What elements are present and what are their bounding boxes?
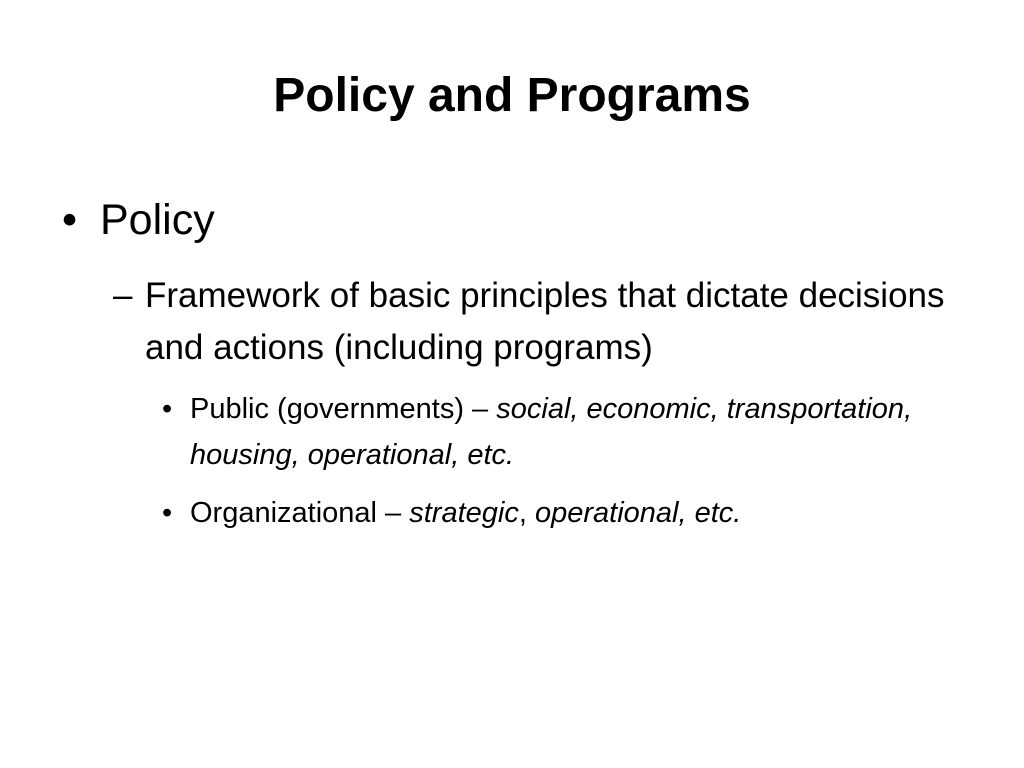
sub-sub-bullet-public (162, 386, 962, 478)
sub-sub-bullet-organizational-text (162, 490, 962, 536)
sub-bullet-framework-text: Framework of basic principles that dictate decisions and actions (including programs) (145, 276, 945, 367)
public-emphasis: social, economic, transportation, housing, operational, etc. (190, 393, 913, 471)
bullet-policy (62, 190, 215, 250)
bullet-marker: • (62, 196, 78, 244)
organizational-emphasis-b: operational, etc. (534, 497, 742, 529)
sub-bullet-framework (113, 270, 963, 374)
public-prefix: Public (governments) – (190, 393, 497, 425)
organizational-emphasis-a: strategic (409, 497, 519, 529)
sub-sub-bullet-public-text (162, 386, 962, 478)
bullet-marker: • (162, 393, 173, 425)
sub-sub-bullet-organizational (162, 490, 962, 536)
slide-title: Policy and Programs (273, 69, 751, 122)
organizational-separator: , (518, 497, 535, 529)
bullet-policy-label: Policy (100, 196, 215, 244)
organizational-prefix: Organizational – (190, 497, 410, 529)
bullet-marker: • (162, 497, 173, 529)
dash-marker: – (113, 276, 133, 315)
